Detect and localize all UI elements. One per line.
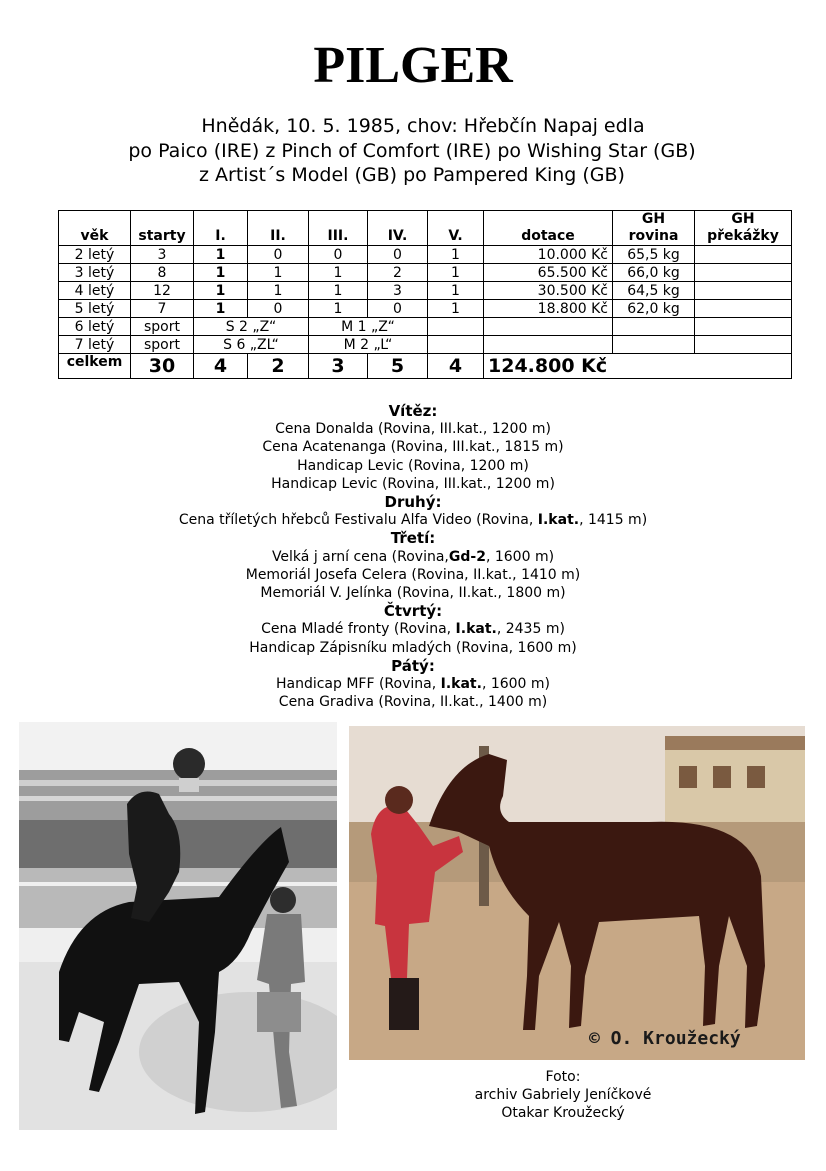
- race-line: [0, 511, 826, 529]
- table-cell: 3: [368, 282, 428, 300]
- race-line: [0, 675, 826, 693]
- section-heading: Třetí:: [390, 529, 436, 548]
- header-cell: starty: [131, 211, 194, 246]
- photo-credit: [448, 1068, 678, 1122]
- table-cell: 7: [131, 300, 194, 318]
- header-cell: věk: [59, 211, 131, 246]
- section-heading: Vítěz:: [388, 402, 438, 420]
- table-cell: 64,5 kg: [613, 282, 695, 300]
- header-cell: III.: [309, 211, 368, 246]
- header-cell: II.: [248, 211, 309, 246]
- total-cell: 3: [309, 354, 368, 379]
- table-cell: 62,0 kg: [613, 300, 695, 318]
- total-cell: 4: [194, 354, 248, 379]
- table-cell: 1: [194, 300, 248, 318]
- table-cell: 10.000 Kč: [484, 246, 613, 264]
- race-line: Handicap Zápisníku mladých (Rovina, 1600 m): [249, 639, 577, 656]
- table-cell: 1: [309, 282, 368, 300]
- table-cell: 66,0 kg: [613, 264, 695, 282]
- race-text: Cena tříletých hřebců Festivalu Alfa Video (Rovina,: [178, 512, 538, 529]
- race-text: Cena Mladé fronty (Rovina,: [261, 621, 456, 638]
- race-text: , 1600 m): [481, 676, 551, 693]
- total-cell: 124.800 Kč: [484, 354, 792, 379]
- race-line: [0, 548, 826, 566]
- table-cell: 1: [248, 282, 309, 300]
- race-text: , 2435 m): [496, 621, 565, 638]
- table-cell: 2: [368, 264, 428, 282]
- table-cell: 0: [309, 246, 368, 264]
- table-cell: 3 letý: [59, 264, 131, 282]
- table-cell: [695, 318, 792, 336]
- table-cell: 2 letý: [59, 246, 131, 264]
- table-cell: [484, 318, 613, 336]
- header-gh-line: rovina: [628, 228, 679, 244]
- table-cell: [695, 336, 792, 354]
- pedigree-line: z Artist´s Model (GB) po Pampered King (GB): [199, 164, 625, 186]
- race-line: Handicap Levic (Rovina, III.kat., 1200 m): [271, 475, 555, 492]
- race-text: Velká j arní cena (Rovina,: [271, 548, 449, 565]
- total-cell: 2: [248, 354, 309, 379]
- header-cell: V.: [428, 211, 484, 246]
- table-cell: M 1 „Z“: [309, 318, 428, 336]
- race-text: , 1600 m): [485, 548, 555, 565]
- table-cell: 8: [131, 264, 194, 282]
- table-cell: [695, 282, 792, 300]
- table-row: [59, 336, 792, 354]
- table-cell: [695, 264, 792, 282]
- total-cell: 30: [131, 354, 194, 379]
- table-total-row: [59, 354, 792, 379]
- race-line: Cena Donalda (Rovina, III.kat., 1200 m): [275, 421, 551, 438]
- header-cell: [695, 211, 792, 246]
- table-row: [59, 282, 792, 300]
- race-line: Cena Gradiva (Rovina, II.kat., 1400 m): [278, 694, 548, 711]
- table-cell: 3: [131, 246, 194, 264]
- race-line: [0, 620, 826, 638]
- table-row: [59, 264, 792, 282]
- table-cell: 1: [194, 264, 248, 282]
- table-cell: 1: [428, 282, 484, 300]
- race-category: I.kat.: [537, 512, 580, 529]
- credit-line: Otakar Kroužecký: [501, 1105, 625, 1121]
- table-cell: sport: [131, 318, 194, 336]
- table-cell: [613, 336, 695, 354]
- section-heading: Čtvrtý:: [383, 602, 443, 621]
- section-heading: Pátý:: [391, 656, 435, 675]
- photo-horse-color: [349, 726, 805, 1060]
- horse-with-handler-image: [349, 726, 805, 1060]
- race-category: I.kat.: [440, 676, 482, 693]
- header-gh-line: GH: [731, 211, 755, 227]
- table-cell: 1: [309, 300, 368, 318]
- table-cell: M 2 „L“: [309, 336, 428, 354]
- pedigree-block: [0, 114, 826, 188]
- table-cell: 0: [368, 246, 428, 264]
- table-cell: 0: [368, 300, 428, 318]
- race-line: Memoriál V. Jelínka (Rovina, II.kat., 1800 m): [260, 585, 566, 602]
- table-row: [59, 246, 792, 264]
- table-cell: [613, 318, 695, 336]
- photo-watermark: © O. Kroužecký: [589, 1028, 741, 1049]
- table-cell: 1: [194, 246, 248, 264]
- total-cell: 4: [428, 354, 484, 379]
- section-heading: Druhý:: [384, 493, 442, 512]
- page-title: PILGER: [313, 37, 513, 94]
- table-cell: 1: [428, 246, 484, 264]
- table-cell: 65,5 kg: [613, 246, 695, 264]
- results-table: [58, 210, 792, 379]
- table-cell: 65.500 Kč: [484, 264, 613, 282]
- table-cell: 6 letý: [59, 318, 131, 336]
- total-cell: 5: [368, 354, 428, 379]
- table-cell: 7 letý: [59, 336, 131, 354]
- table-cell: 1: [248, 264, 309, 282]
- header-cell: dotace: [484, 211, 613, 246]
- header-gh-line: GH: [641, 211, 666, 227]
- race-category: I.kat.: [455, 621, 497, 638]
- table-cell: S 6 „ZL“: [194, 336, 309, 354]
- header-cell: I.: [194, 211, 248, 246]
- header-cell: IV.: [368, 211, 428, 246]
- table-cell: 1: [428, 264, 484, 282]
- race-text: , 1415 m): [579, 512, 648, 529]
- race-text: Handicap MFF (Rovina,: [275, 676, 441, 693]
- table-cell: 1: [309, 264, 368, 282]
- pedigree-line: Hnědák, 10. 5. 1985, chov: Hřebčín Napaj edla: [201, 115, 645, 137]
- table-cell: 0: [248, 300, 309, 318]
- table-cell: 12: [131, 282, 194, 300]
- table-row: [59, 300, 792, 318]
- race-line: Handicap Levic (Rovina, 1200 m): [297, 457, 529, 474]
- race-line: Cena Acatenanga (Rovina, III.kat., 1815 m): [262, 439, 564, 456]
- table-cell: sport: [131, 336, 194, 354]
- table-cell: 1: [194, 282, 248, 300]
- table-cell: 18.800 Kč: [484, 300, 613, 318]
- table-cell: 4 letý: [59, 282, 131, 300]
- photo-racecourse-bw: [19, 722, 337, 1130]
- pedigree-line: po Paico (IRE) z Pinch of Comfort (IRE) po Wishing Star (GB): [128, 139, 696, 162]
- table-cell: 30.500 Kč: [484, 282, 613, 300]
- credit-line: archiv Gabriely Jeníčkové: [474, 1087, 652, 1103]
- table-cell: [695, 300, 792, 318]
- header-cell: [613, 211, 695, 246]
- table-cell: [428, 318, 484, 336]
- table-cell: S 2 „Z“: [194, 318, 309, 336]
- credit-line: Foto:: [545, 1069, 581, 1085]
- table-header-row: [59, 211, 792, 246]
- race-category: Gd-2: [448, 548, 486, 565]
- race-results: [0, 402, 826, 711]
- table-cell: [428, 336, 484, 354]
- race-line: Memoriál Josefa Celera (Rovina, II.kat., 1410 m): [245, 566, 581, 583]
- table-cell: 1: [428, 300, 484, 318]
- table-cell: 5 letý: [59, 300, 131, 318]
- total-label: celkem: [59, 354, 131, 379]
- header-gh-line: překážky: [707, 228, 779, 244]
- horse-with-rider-image: [19, 722, 337, 1130]
- table-cell: [695, 246, 792, 264]
- table-row: [59, 318, 792, 336]
- table-cell: 0: [248, 246, 309, 264]
- table-cell: [484, 336, 613, 354]
